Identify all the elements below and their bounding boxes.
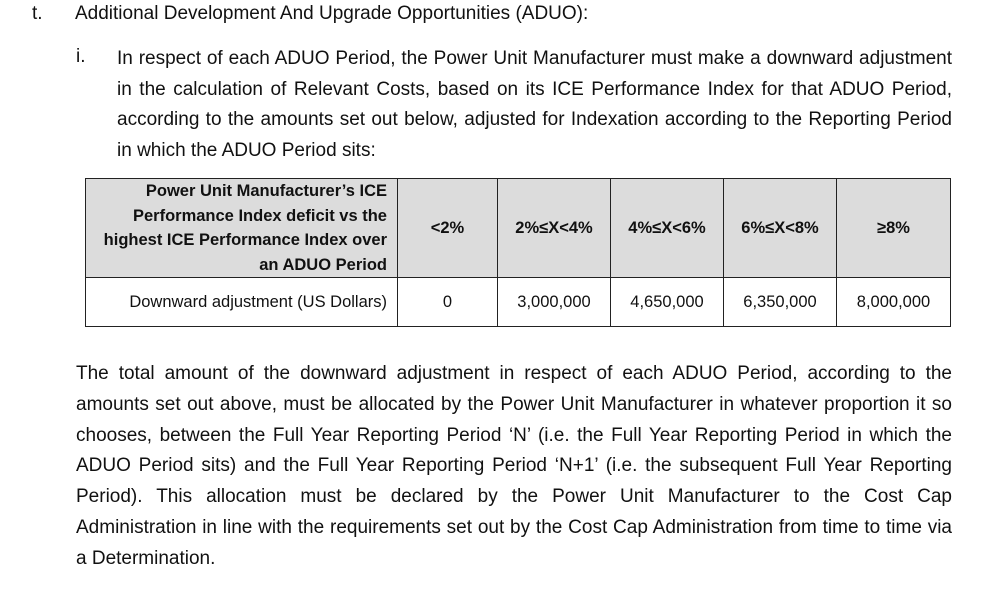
column-header: ≥8%: [837, 179, 951, 278]
table-header-row: [86, 179, 951, 278]
clause-number: t.: [32, 3, 43, 24]
subclause-number: i.: [76, 46, 86, 67]
value-cell: 6,350,000: [724, 278, 837, 327]
column-header: 6%≤X<8%: [724, 179, 837, 278]
subclause-text: In respect of each ADUO Period, the Power Unit Manufacturer must make a downward adjustment in the calculation of Relevant Costs, based on its ICE Performance Index for that ADUO Period, according to the amounts set out below, adjusted for Indexation according to the Reporting Period in which the ADUO Period sits:: [117, 48, 952, 161]
value-cell: 3,000,000: [498, 278, 611, 327]
header-label-cell: Power Unit Manufacturer’s ICE Performance Index deficit vs the highest ICE Performance Index over an ADUO Period: [86, 179, 398, 278]
column-header: <2%: [398, 179, 498, 278]
value-cell: 8,000,000: [837, 278, 951, 327]
column-header: 2%≤X<4%: [498, 179, 611, 278]
column-header: 4%≤X<6%: [611, 179, 724, 278]
row-label-cell: Downward adjustment (US Dollars): [86, 278, 398, 327]
value-cell: 4,650,000: [611, 278, 724, 327]
adjustment-table: [85, 178, 951, 327]
value-cell: 0: [398, 278, 498, 327]
clause-title: Additional Development And Upgrade Opportunities (ADUO):: [75, 3, 589, 24]
allocation-paragraph: The total amount of the downward adjustment in respect of each ADUO Period, according to the amounts set out above, must be allocated by the Power Unit Manufacturer in whatever proportion it so chooses, between the Full Year Reporting Period ‘N’ (i.e. the Full Year Reporting Period in which the ADUO Period sits) and the Full Year Reporting Period ‘N+1’ (i.e. the subsequent Full Year Reporting Period). This allocation must be declared by the Power Unit Manufacturer to the Cost Cap Administration in line with the requirements set out by the Cost Cap Administration from time to time via a Determination.: [76, 363, 952, 569]
table-row: [86, 278, 951, 327]
